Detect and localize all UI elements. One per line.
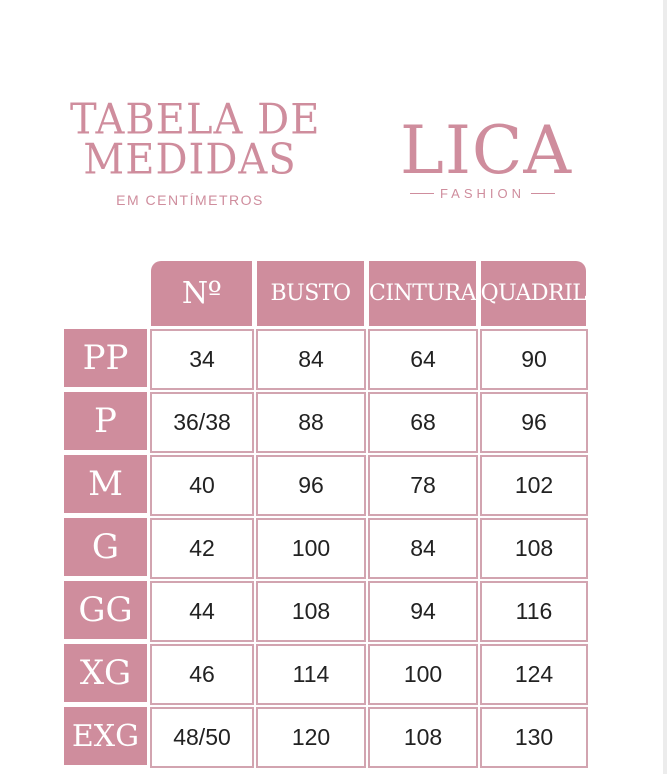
title-subtitle: EM CENTÍMETROS [116, 192, 264, 208]
table-cell-exg-busto: 120 [256, 707, 366, 768]
table-cell-gg-cintura: 94 [368, 581, 478, 642]
table-cell-p-number: 36/38 [150, 392, 254, 453]
title-block [70, 95, 321, 208]
logo-tagline: FASHION [439, 186, 526, 201]
table-cell-exg-cintura: 108 [368, 707, 478, 768]
column-header-busto: BUSTO [257, 261, 364, 326]
table-cell-xg-busto: 114 [256, 644, 366, 705]
table-cell-xg-quadril: 124 [480, 644, 588, 705]
title-line-2: MEDIDAS [83, 135, 297, 185]
page-edge-divider [663, 0, 667, 774]
column-header-cintura: CINTURA [369, 261, 476, 326]
title-line-1: TABELA DE [70, 95, 321, 145]
table-cell-gg-number: 44 [150, 581, 254, 642]
table-cell-g-busto: 100 [256, 518, 366, 579]
row-size-label-gg: GG [64, 581, 147, 639]
brand-logo [400, 112, 573, 201]
table-cell-g-number: 42 [150, 518, 254, 579]
table-cell-m-cintura: 78 [368, 455, 478, 516]
column-header-number: Nº [151, 261, 252, 326]
row-size-label-p: P [64, 392, 147, 450]
column-header-quadril: QUADRIL [481, 261, 586, 326]
table-cell-p-quadril: 96 [480, 392, 588, 453]
table-cell-m-busto: 96 [256, 455, 366, 516]
table-cell-exg-quadril: 130 [480, 707, 588, 768]
table-cell-m-number: 40 [150, 455, 254, 516]
table-cell-pp-number: 34 [150, 329, 254, 390]
table-cell-p-busto: 88 [256, 392, 366, 453]
table-cell-gg-quadril: 116 [480, 581, 588, 642]
row-size-label-g: G [64, 518, 147, 576]
table-cell-pp-quadril: 90 [480, 329, 588, 390]
table-cell-gg-busto: 108 [256, 581, 366, 642]
table-cell-pp-cintura: 64 [368, 329, 478, 390]
row-size-label-exg: EXG [64, 707, 147, 765]
table-cell-xg-cintura: 100 [368, 644, 478, 705]
table-cell-pp-busto: 84 [256, 329, 366, 390]
table-cell-g-cintura: 84 [368, 518, 478, 579]
logo-rule-right [531, 193, 555, 194]
logo-wordmark: LICA [400, 112, 573, 189]
row-size-label-pp: PP [64, 329, 147, 387]
row-size-label-m: M [64, 455, 147, 513]
table-cell-p-cintura: 68 [368, 392, 478, 453]
table-cell-m-quadril: 102 [480, 455, 588, 516]
table-cell-g-quadril: 108 [480, 518, 588, 579]
table-cell-xg-number: 46 [150, 644, 254, 705]
row-size-label-xg: XG [64, 644, 147, 702]
table-cell-exg-number: 48/50 [150, 707, 254, 768]
logo-rule-left [410, 193, 434, 194]
